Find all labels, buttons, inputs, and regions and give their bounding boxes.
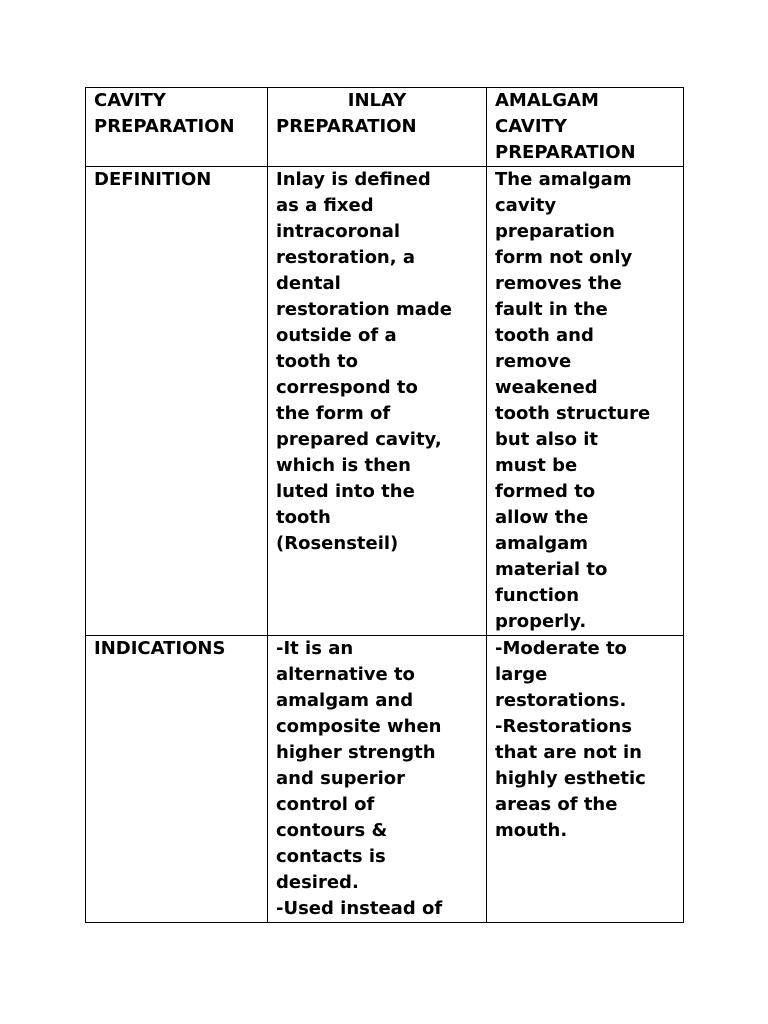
cell-text-line: tooth xyxy=(276,507,331,528)
table-header-row xyxy=(86,88,684,167)
cell-text-line: that are not in xyxy=(495,742,642,763)
cell-text-line: tooth to xyxy=(276,351,358,372)
cell-text-line: desired. xyxy=(276,872,359,893)
cell-text-line: allow the xyxy=(495,507,589,528)
cell-text-line: restorations. xyxy=(495,690,627,711)
cell-text-line: preparation xyxy=(495,221,615,242)
header-cell-inlay-preparation xyxy=(268,88,487,167)
header-line: CAVITY xyxy=(94,90,166,111)
cell-text-line: weakened xyxy=(495,377,598,398)
cell-text-line: tooth and xyxy=(495,325,594,346)
cell-text-line: -It is an xyxy=(276,638,354,659)
row-label: DEFINITION xyxy=(94,169,212,190)
header-line: CAVITY xyxy=(495,116,567,137)
cell-text-line: cavity xyxy=(495,195,557,216)
header-line: PREPARATION xyxy=(276,116,417,137)
table-row-indications xyxy=(86,636,684,923)
cell-text-line: contacts is xyxy=(276,846,386,867)
cell-text-line: remove xyxy=(495,351,572,372)
cell-amalgam-definition xyxy=(487,167,684,636)
cell-text-line: highly esthetic xyxy=(495,768,646,789)
cell-text-line: mouth. xyxy=(495,820,568,841)
cell-text-line: alternative to xyxy=(276,664,415,685)
cell-text-line: properly. xyxy=(495,611,587,632)
cell-text-line: material to xyxy=(495,559,608,580)
cell-text-line: formed to xyxy=(495,481,596,502)
cell-text-line: and superior xyxy=(276,768,406,789)
header-line: INLAY xyxy=(347,90,407,111)
cell-text-line: contours & xyxy=(276,820,388,841)
cell-text-line: restoration made xyxy=(276,299,453,320)
cell-inlay-indications xyxy=(268,636,487,923)
cell-text-line: intracoronal xyxy=(276,221,401,242)
cell-text-line: control of xyxy=(276,794,375,815)
cell-text-line: -Moderate to xyxy=(495,638,627,659)
cell-text-line: form not only xyxy=(495,247,633,268)
cell-text-line: -Restorations xyxy=(495,716,632,737)
cell-inlay-definition xyxy=(268,167,487,636)
cell-text-line: luted into the xyxy=(276,481,415,502)
header-cell-amalgam-cavity-preparation xyxy=(487,88,684,167)
cell-text-line: higher strength xyxy=(276,742,436,763)
cell-text-line: amalgam xyxy=(495,533,589,554)
cell-text-line: restoration, a xyxy=(276,247,415,268)
row-label-definition xyxy=(86,167,268,636)
row-label: INDICATIONS xyxy=(94,638,226,659)
cell-text-line: tooth structure xyxy=(495,403,651,424)
cell-text-line: function xyxy=(495,585,580,606)
header-line: PREPARATION xyxy=(94,116,235,137)
cell-text-line: fault in the xyxy=(495,299,608,320)
cell-text-line: which is then xyxy=(276,455,411,476)
cell-text-line: as a fixed xyxy=(276,195,374,216)
cell-amalgam-indications xyxy=(487,636,684,923)
cell-text-line: amalgam and xyxy=(276,690,414,711)
header-line: PREPARATION xyxy=(495,142,636,163)
row-label-indications xyxy=(86,636,268,923)
cell-text-line: -Used instead of xyxy=(276,898,443,919)
cell-text-line: Inlay is defined xyxy=(276,169,431,190)
cell-text-line: dental xyxy=(276,273,341,294)
header-line: AMALGAM xyxy=(495,90,599,111)
cell-text-line: areas of the xyxy=(495,794,618,815)
cell-text-line: large xyxy=(495,664,548,685)
header-cell-cavity-preparation xyxy=(86,88,268,167)
cell-text-line: outside of a xyxy=(276,325,397,346)
cell-text-line: prepared cavity, xyxy=(276,429,442,450)
cell-text-line: but also it xyxy=(495,429,599,450)
comparison-table xyxy=(85,87,684,923)
cell-text-line: The amalgam xyxy=(495,169,632,190)
cell-text-line: composite when xyxy=(276,716,442,737)
cell-text-line: removes the xyxy=(495,273,622,294)
cell-text-line: must be xyxy=(495,455,578,476)
cell-text-line: (Rosensteil) xyxy=(276,533,399,554)
table-row-definition xyxy=(86,167,684,636)
cell-text-line: correspond to xyxy=(276,377,418,398)
cell-text-line: the form of xyxy=(276,403,391,424)
